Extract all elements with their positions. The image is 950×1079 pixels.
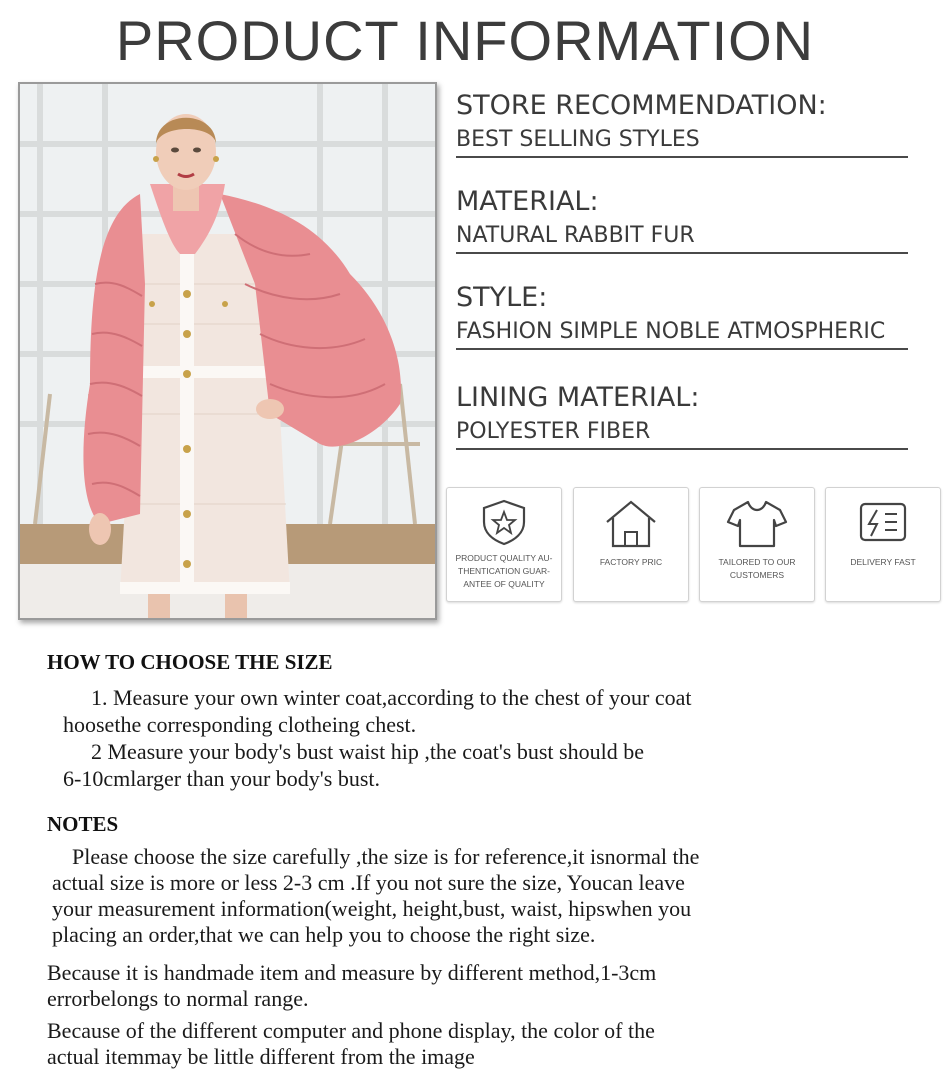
badge-delivery-fast	[825, 487, 941, 602]
material-label: MATERIAL:	[456, 186, 599, 217]
store-recommendation-label: STORE RECOMMENDATION:	[456, 90, 827, 121]
badge-quality-line1: PRODUCT QUALITY AU-	[455, 553, 553, 563]
notes-paragraph-2	[47, 960, 656, 1012]
size-guide-heading: HOW TO CHOOSE THE SIZE	[47, 650, 333, 674]
lining-material-block	[456, 382, 908, 450]
style-block	[456, 282, 908, 350]
badge-delivery-fast-label: DELIVERY FAST	[850, 557, 916, 567]
tshirt-icon	[726, 498, 788, 550]
size-step1-line1: 1. Measure your own winter coat,according to the chest of your coat	[91, 685, 692, 710]
notes-p1-line1: Please choose the size carefully ,the size is for reference,it isnormal the	[72, 844, 700, 869]
notes-paragraph-1	[52, 844, 699, 948]
notes-p1-line4: placing an order,that we can help you to choose the right size.	[52, 922, 596, 947]
notes-paragraph-3	[47, 1018, 655, 1070]
lining-material-value: POLYESTER FIBER	[456, 419, 908, 450]
size-step2-line1: 2 Measure your body's bust waist hip ,the coat's bust should be	[91, 739, 644, 764]
style-label: STYLE:	[456, 282, 548, 313]
badge-factory-price	[573, 487, 689, 602]
badge-tailored-line1: TAILORED TO OUR	[718, 557, 796, 567]
model-illustration	[20, 84, 435, 618]
shield-star-icon	[478, 498, 530, 546]
badge-tailored-line2: CUSTOMERS	[729, 570, 785, 580]
notes-p1-line2: actual size is more or less 2-3 cm .If you not sure the size, Youcan leave	[52, 870, 685, 895]
material-block	[456, 186, 908, 254]
style-value: FASHION SIMPLE NOBLE ATMOSPHERIC	[456, 319, 908, 350]
notes-p3-line2: actual itemmay be little different from the image	[47, 1044, 475, 1069]
page-title: PRODUCT INFORMATION	[115, 9, 815, 72]
product-photo	[18, 82, 437, 620]
size-step1-line2: hoosethe corresponding clotheing chest.	[63, 712, 417, 737]
store-recommendation-value: BEST SELLING STYLES	[456, 127, 908, 158]
lining-material-label: LINING MATERIAL:	[456, 382, 700, 413]
badge-quality	[446, 487, 562, 602]
notes-p3-line1: Because of the different computer and phone display, the color of the	[47, 1018, 655, 1043]
delivery-icon	[855, 498, 911, 550]
badge-quality-line3: ANTEE OF QUALITY	[463, 579, 545, 589]
size-step2-line2: 6-10cmlarger than your body's bust.	[63, 766, 381, 791]
store-recommendation-block	[456, 90, 908, 158]
material-value: NATURAL RABBIT FUR	[456, 223, 908, 254]
badge-quality-line2: THENTICATION GUAR-	[458, 566, 550, 576]
notes-p2-line2: errorbelongs to normal range.	[47, 986, 309, 1011]
badge-factory-price-label: FACTORY PRIC	[599, 557, 663, 567]
notes-heading: NOTES	[47, 812, 119, 836]
house-icon	[601, 498, 661, 550]
notes-p2-line1: Because it is handmade item and measure by different method,1-3cm	[47, 960, 657, 985]
size-guide-steps	[63, 684, 692, 792]
badge-tailored	[699, 487, 815, 602]
notes-p1-line3: your measurement information(weight, height,bust, waist, hipswhen you	[52, 896, 692, 921]
